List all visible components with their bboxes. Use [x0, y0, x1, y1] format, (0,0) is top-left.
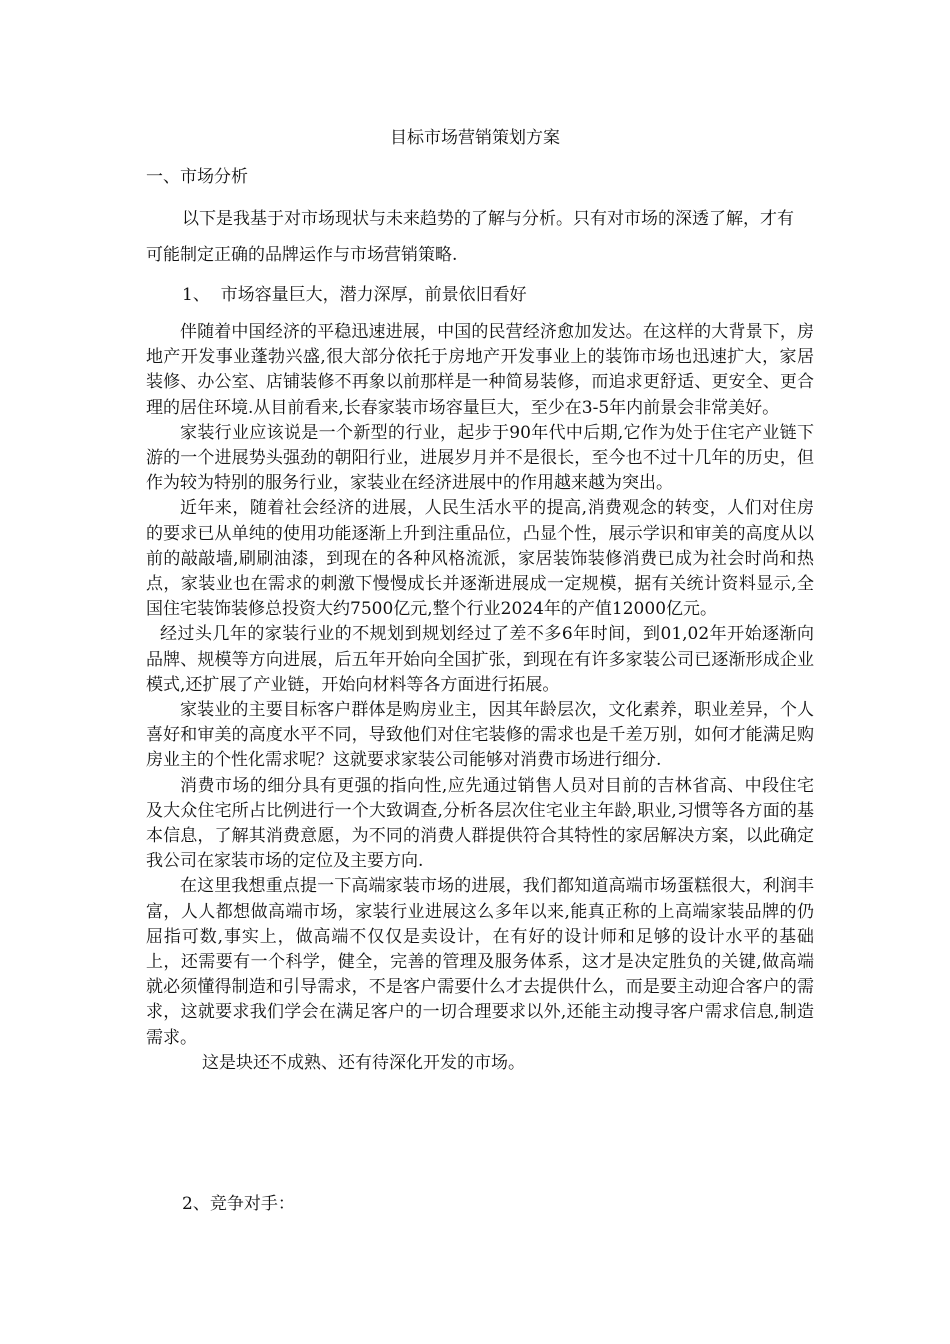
paragraph: 在这里我想重点提一下高端家装市场的进展，我们都知道高端市场蛋糕很大，利润丰富，人人都想做高端市场，家装行业进展这么多年以来,能真正称的上高端家装品牌的仍屈指可数,事实上，做高端不仅仅是卖设计，在有好的设计师和足够的设计水平的基础上，还需要有一个科学，健全，完善的管理及服务体系，这才是决定胜负的关键,做高端就必须懂得制造和引导需求，不是客户需要什么才去提供什么，而是要主动迎合客户的需求，这就要求我们学会在满足客户的一切合理要求以外,还能主动搜寻客户需求信息,制造需求。 — [146, 876, 814, 1048]
intro-paragraph: 以下是我基于对市场现状与未来趋势的了解与分析。只有对市场的深透了解，才有可能制定正确的品牌运作与市场营销策略. — [146, 209, 794, 265]
paragraph: 近年来，随着社会经济的进展，人民生活水平的提高,消费观念的转变，人们对住房的要求已从单纯的使用功能逐渐上升到注重品位，凸显个性，展示学识和审美的高度从以前的敲敲墙,刷刷油漆，到现在的各种风格流派，家居装饰装修消费已成为社会时尚和热点，家装业也在需求的刺激下慢慢成长并逐渐进展成一定规模，据有关统计资料显示,全国住宅装饰装修总投资大约7500亿元,整个行业2024年的产值12000亿元。 — [146, 498, 814, 620]
paragraph: 伴随着中国经济的平稳迅速进展，中国的民营经济愈加发达。在这样的大背景下，房地产开发事业蓬勃兴盛,很大部分依托于房地产开发事业上的装饰市场也迅速扩大，家居装修、办公室、店铺装修不再象以前那样是一种简易装修，而追求更舒适、更安全、更合理的居住环境.从目前看来,长春家装市场容量巨大，至少在3-5年内前景会非常美好。 — [146, 322, 814, 418]
document-title: 目标市场营销策划方案 — [390, 128, 560, 148]
paragraph: 消费市场的细分具有更强的指向性,应先通过销售人员对目前的吉林省高、中段住宅及大众住宅所占比例进行一个大致调查,分析各层次住宅业主年龄,职业,习惯等各方面的基本信息，了解其消费意愿，为不同的消费人群提供符合其特性的家居解决方案，以此确定我公司在家装市场的定位及主要方向. — [146, 775, 814, 872]
paragraph: 家装行业应该说是一个新型的行业，起步于90年代中后期,它作为处于住宅产业链下游的一个进展势头强劲的朝阳行业，进展岁月并不是很长，至今也不过十几年的历史，但作为较为特别的服务行业，家装业在经济进展中的作用越来越为突出。 — [146, 422, 814, 494]
body-text — [146, 320, 814, 1076]
subsection-heading-market-capacity: 1、 市场容量巨大，潜力深厚，前景依旧看好 — [182, 285, 527, 305]
paragraph: 家装业的主要目标客户群体是购房业主，因其年龄层次，文化素养，职业差异，个人喜好和审美的高度水平不同，导致他们对住宅装修的需求也是千差万别，如何才能满足购房业主的个性化需求呢？这就要求家装公司能够对消费市场进行细分. — [146, 700, 814, 771]
paragraph: 这是块还不成熟、还有待深化开发的市场。 — [202, 1052, 525, 1073]
section-heading-market-analysis: 一、市场分析 — [146, 167, 248, 187]
subsection-heading-competitors: 2、竞争对手： — [182, 1194, 295, 1214]
paragraph: 经过头几年的家装行业的不规划到规划经过了差不多6年时间，到01,02年开始逐渐向品牌、规模等方向进展，后五年开始向全国扩张，到现在有许多家装公司已逐渐形成企业模式,还扩展了产业链，开始向材料等各方面进行拓展。 — [146, 624, 814, 695]
